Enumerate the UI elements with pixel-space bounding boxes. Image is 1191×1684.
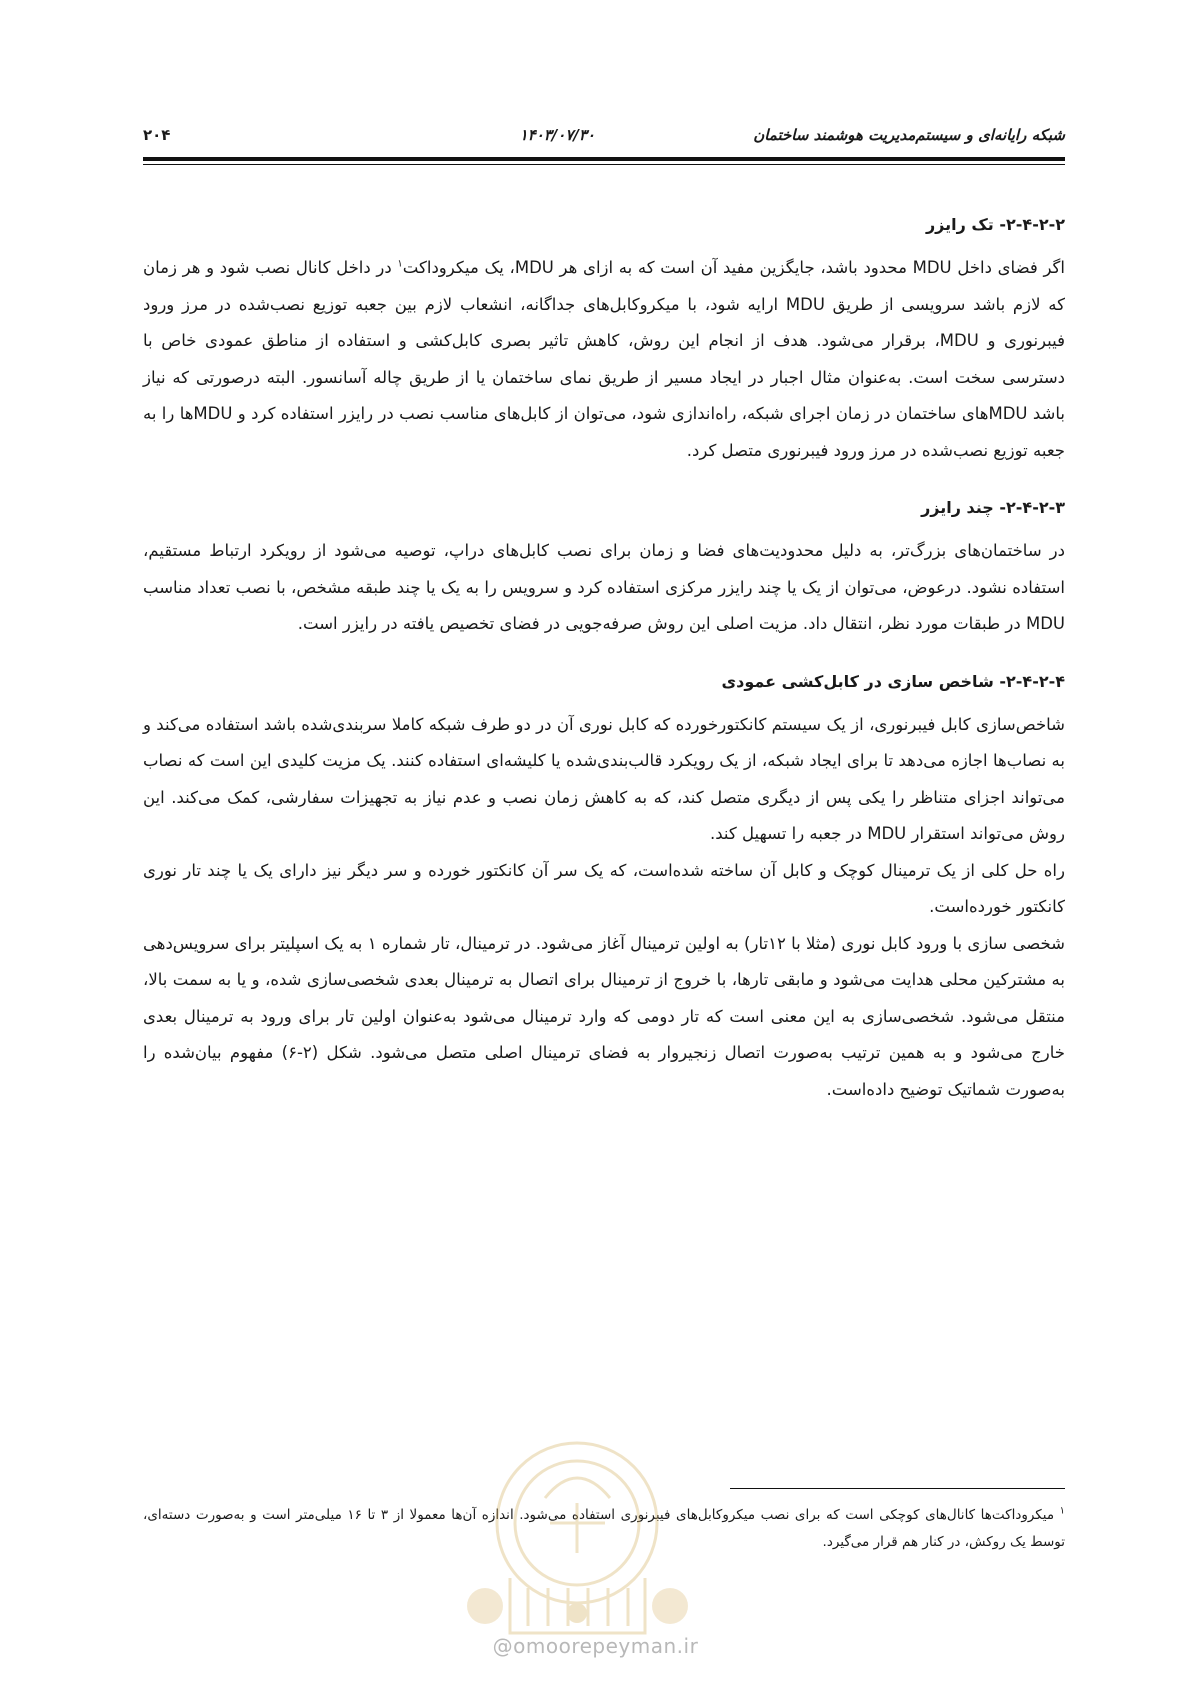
section-heading-multi-riser: ۲-۴-۲-۳- چند رایزر xyxy=(921,498,1065,517)
footnote-text: میکروداکت‌ها کانال‌های کوچکی است که برای نصب میکروکابل‌های فیبرنوری استفاده می‌شود. اندازه آن‌ها معمولا از ۳ تا ۱۶ میلی‌متر است و به‌صورت دسته‌ای، توسط یک روکش، در کنار هم قرار می‌گیرد. xyxy=(143,1507,1065,1550)
main-content xyxy=(143,212,1065,1108)
footnote-marker: ۱ xyxy=(1059,1505,1065,1517)
paragraph-multi-riser: در ساختمان‌های بزرگ‌تر، به دلیل محدودیت‌های فضا و زمان برای نصب کابل‌های دراپ، توصیه می‌شود از رویکرد ارتباط مستقیم، استفاده نشود. درعوض، می‌توان از یک یا چند رایزر مرکزی استفاده کرد و سرویس را به یک یا چند طبقه مشخص، با نصب تعداد مناسب MDU در طبقات مورد نظر، انتقال داد. مزیت اصلی این روش صرفه‌جویی در فضای تخصیص یافته در رایزر است. xyxy=(143,541,1065,633)
section-heading-vertical-indexing: ۲-۴-۲-۴- شاخص سازی در کابل‌کشی عمودی xyxy=(721,671,1065,691)
paragraph-text: اگر فضای داخل MDU محدود باشد، جایگزین مفید آن است که به ازای هر MDU، یک میکروداکت xyxy=(402,258,1065,277)
watermark-url: @omoorepeyman.ir xyxy=(492,1634,699,1658)
footnote-reference[interactable]: ۱ xyxy=(397,258,403,270)
running-header xyxy=(143,120,1065,150)
page-number: ۲۰۴ xyxy=(143,126,171,144)
paragraph-indexing-3: شخصی سازی با ورود کابل نوری (مثلا با ۱۲تار) به اولین ترمینال آغاز می‌شود. در ترمینال، تار شماره ۱ به یک اسپلیتر برای سرویس‌دهی به مشترکین محلی هدایت می‌شود و مابقی تارها، با خروج از ترمینال برای اتصال به ترمینال بعدی شخصی‌سازی شده، و یا به سمت بالا، منتقل می‌شود. شخصی‌سازی به این معنی است که تار دومی که وارد ترمینال می‌شود به‌عنوان اولین تار برای ورود به ترمینال بعدی خارج می‌شود و به همین ترتیب به‌صورت اتصال زنجیروار به فضای ترمینال اصلی متصل می‌شود. شکل (۲-۶) مفهوم بیان‌شده را به‌صورت شماتیک توضیح داده‌است. xyxy=(143,933,1065,1099)
paragraph-single-riser xyxy=(143,250,1065,469)
paragraph-indexing-2: راه حل کلی از یک ترمینال کوچک و کابل آن ساخته شده‌است، که یک سر آن کانکتور خورده و سر دیگر نیز دارای یک یا چند تار نوری کانکتور خورده‌است. xyxy=(143,860,1065,916)
header-rule-thin xyxy=(143,164,1065,165)
footnote-separator xyxy=(730,1488,1065,1489)
header-date: ۱۴۰۳/۰۷/۳۰ xyxy=(519,126,595,144)
paragraph-indexing-1: شاخص‌سازی کابل فیبرنوری، از یک سیستم کانکتورخورده که کابل نوری آن در دو طرف شبکه کاملا سربندی‌شده باشد استفاده می‌کند و به نصاب‌ها اجازه می‌دهد تا برای ایجاد شبکه، از یک رویکرد قالب‌بندی‌شده یا کلیشه‌ای استفاده کنند. یک مزیت کلیدی این است که نصاب می‌تواند اجزای متناظر را یکی پس از دیگری متصل کند، که به کاهش زمان نصب و عدم نیاز به تجهیزات سفارشی، کمک می‌کند. این روش می‌تواند استقرار MDU در جعبه را تسهیل کند. xyxy=(143,714,1065,843)
paragraph-text: در داخل کانال نصب شود و هر زمان که لازم باشد سرویسی از طریق MDU ارایه شود، با میکروکابل‌های جداگانه، انشعاب لازم بین جعبه توزیع نصب‌شده در مرز ورود فیبرنوری و MDU، برقرار می‌شود. هدف از انجام این روش، کاهش تاثیر بصری کابل‌کشی و استفاده از مناطق عمودی خاص با دسترسی سخت است. به‌عنوان مثال اجبار در ایجاد مسیر از طریق نمای ساختمان یا از طریق چاله آسانسور. البته درصورتی که نیاز باشد MDUهای ساختمان در زمان اجرای شبکه، راه‌اندازی شود، می‌توان از کابل‌های مناسب نصب در رایزر استفاده کرد و MDUها را به جعبه توزیع نصب‌شده در مرز ورود فیبرنوری متصل کرد. xyxy=(143,258,1065,460)
header-rule-thick xyxy=(143,157,1065,161)
footnote xyxy=(143,1502,1065,1556)
header-title: شبکه رایانه‌ای و سیستم‌مدیریت هوشمند ساختمان xyxy=(753,126,1065,144)
section-heading-single-riser: ۲-۴-۲-۲- تک رایزر xyxy=(925,215,1065,234)
